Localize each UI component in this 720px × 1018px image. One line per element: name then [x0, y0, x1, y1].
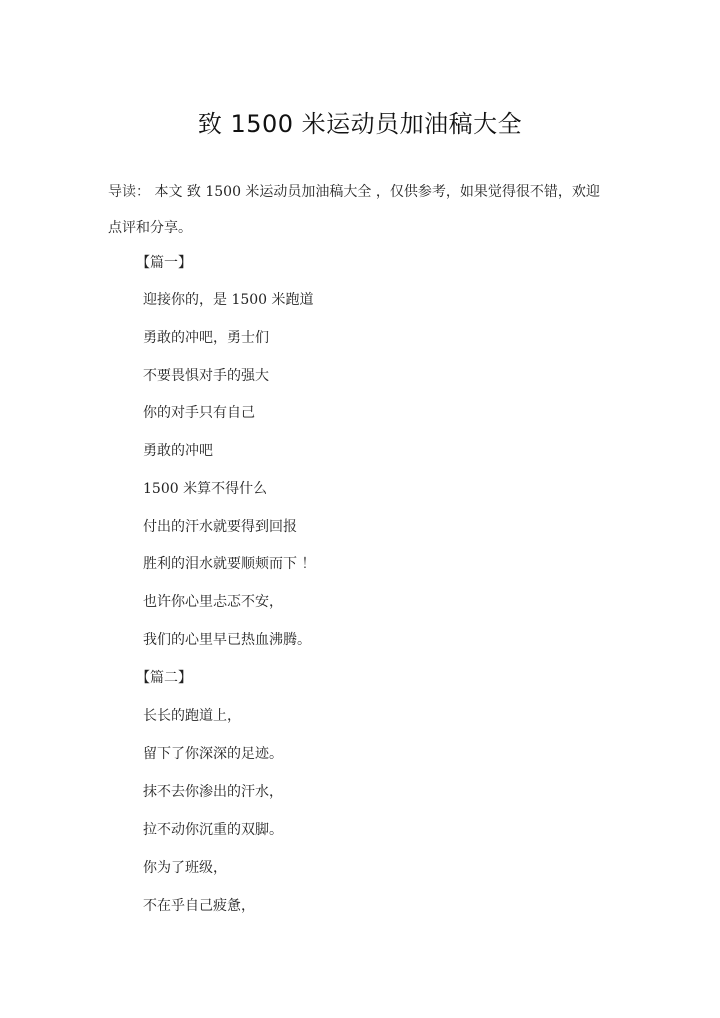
- intro-paragraph: [108, 174, 608, 246]
- poem-line: 长长的跑道上，: [143, 708, 241, 724]
- poem-line: 不要畏惧对手的强大: [143, 368, 269, 384]
- poem-line: 1500 米算不得什么: [143, 481, 268, 497]
- poem-line: 留下了你深深的足迹。: [143, 746, 283, 762]
- poem-line: 你为了班级，: [143, 860, 227, 876]
- intro-text: 本文 致 1500 米运动员加油稿大全 ，仅供参考，如果觉得很不错，欢迎点评和分享。: [108, 184, 600, 236]
- poem-line: 我们的心里早已热血沸腾。: [143, 632, 311, 648]
- poem-line: 胜利的泪水就要顺颊而下 ！: [143, 556, 316, 572]
- intro-label: 导读：: [108, 184, 150, 200]
- poem-line: 拉不动你沉重的双脚。: [143, 822, 283, 838]
- document-title: 致 1500 米运动员加油稿大全: [197, 110, 523, 138]
- poem-line: 不在乎自己疲惫，: [143, 898, 255, 914]
- section2-heading: 【篇二】: [136, 670, 192, 686]
- poem-line: 迎接你的，是 1500 米跑道: [143, 292, 314, 308]
- poem-line: 抹不去你渗出的汗水，: [143, 784, 283, 800]
- poem-line: 勇敢的冲吧: [143, 443, 213, 459]
- poem-line: 勇敢的冲吧，勇士们: [143, 330, 269, 346]
- poem-line: 你的对手只有自己: [143, 405, 255, 421]
- poem-line: 付出的汗水就要得到回报: [143, 519, 297, 535]
- section1-heading: 【篇一】: [136, 255, 192, 271]
- poem-line: 也许你心里忐忑不安，: [143, 594, 283, 610]
